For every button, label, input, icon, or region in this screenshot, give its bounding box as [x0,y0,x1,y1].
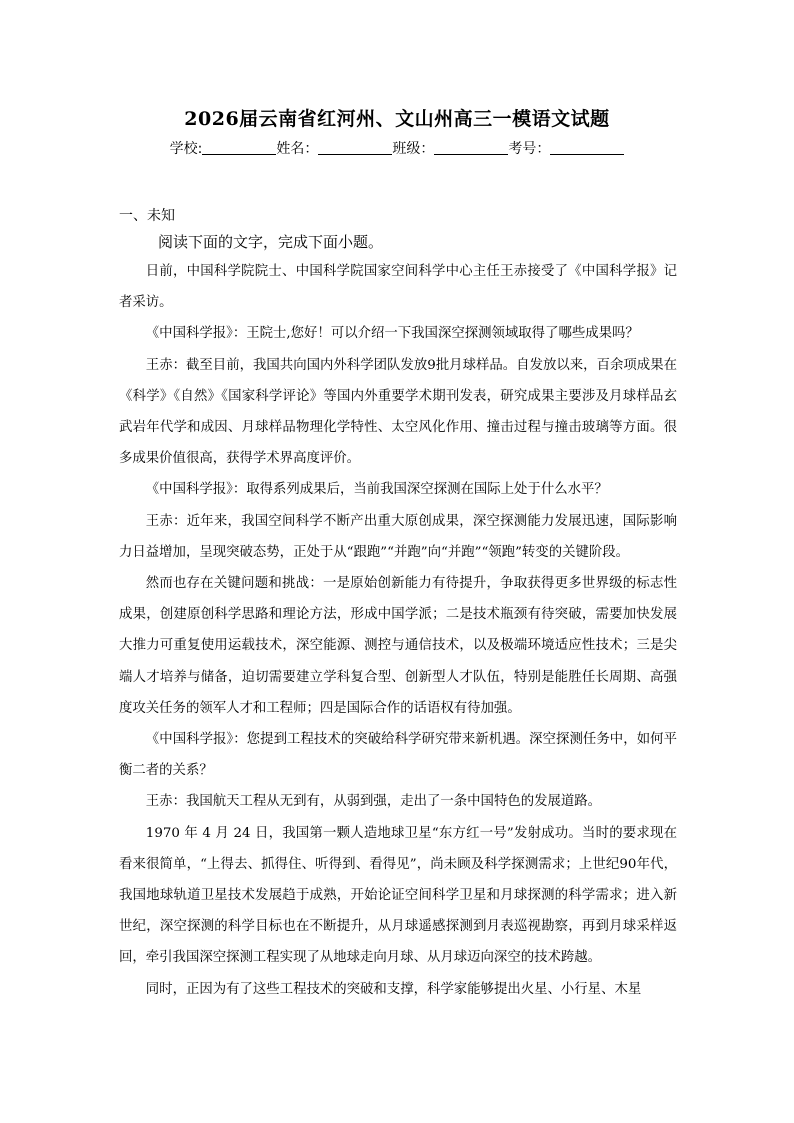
exam-no-label: 考号： [508,141,551,157]
passage-body [119,256,677,1005]
passage-paragraph: 王赤：截至目前，我国共向国内外科学团队发放9批月球样品。自发放以来，百余项成果在《科学》《自然》《国家科学评论》等国内外重要学术期刊发表，研究成果主要涉及月球样品玄武岩年代学和成因、月球样品物理化学特性、太空风化作用、撞击过程与撞击玻璃等方面。很多成果价值很高，获得学术界高度评价。 [119,357,677,467]
passage-paragraph: 日前，中国科学院院士、中国科学院国家空间科学中心主任王赤接受了《中国科学报》记者采访。 [119,264,677,311]
passage-paragraph: 《中国科学报》：取得系列成果后，当前我国深空探测在国际上处于什么水平？ [145,482,608,498]
passage-paragraph: 《中国科学报》：您提到工程技术的突破给科学研究带来新机遇。深空探测任务中，如何平衡二者的关系？ [119,732,677,779]
passage-paragraph: 《中国科学报》：王院士,您好！可以介绍一下我国深空探测领域取得了哪些成果吗？ [145,326,639,342]
school-blank [202,140,276,155]
class-label: 班级： [392,141,435,157]
passage-paragraph: 王赤：近年来，我国空间科学不断产出重大原创成果，深空探测能力发展迅速，国际影响力日益增加，呈现突破态势，正处于从“跟跑”“并跑”向“并跑”“领跑”转变的关键阶段。 [119,513,677,560]
passage-paragraph: 同时，正因为有了这些工程技术的突破和支撑，科学家能够提出火星、小行星、木星 [145,981,642,997]
passage-paragraph: 1970 年 4 月 24 日，我国第一颗人造地球卫星“东方红一号”发射成功。当时的要求现在看来很简单，“上得去、抓得住、听得到、看得见”，尚未顾及科学探测需求；上世纪90年代，我国地球轨道卫星技术发展趋于成熟，开始论证空间科学卫星和月球探测的科学需求；进入新世纪，深空探测的科学目标也在不断提升，从月球遥感探测到月表巡视勘察，再到月球采样返回，牵引我国深空探测工程实现了从地球走向月球、从月球迈向深空的技术跨越。 [119,825,677,966]
exam-title: 2026届云南省红河州、文山州高三一模语文试题 [184,108,610,130]
passage-paragraph: 然而也存在关键问题和挑战：一是原始创新能力有待提升，争取获得更多世界级的标志性成果，创建原创科学思路和理论方法，形成中国学派；二是技术瓶颈有待突破，需要加快发展大推力可重复使用运载技术，深空能源、测控与通信技术，以及极端环境适应性技术；三是尖端人才培养与储备，迫切需要建立学科复合型、创新型人才队伍，特别是能胜任长周期、高强度攻关任务的领军人才和工程师；四是国际合作的话语权有待加强。 [119,576,677,716]
class-blank [434,140,508,155]
passage-paragraph: 王赤：我国航天工程从无到有，从弱到强，走出了一条中国特色的发展道路。 [145,794,602,810]
student-info-line [0,138,794,158]
name-label: 姓名： [276,141,319,157]
exam-no-blank [550,140,624,155]
school-label: 学校: [169,141,203,157]
name-blank [318,140,392,155]
section-heading: 一、未知 [119,208,175,224]
reading-instruction: 阅读下面的文字，完成下面小题。 [158,233,384,251]
